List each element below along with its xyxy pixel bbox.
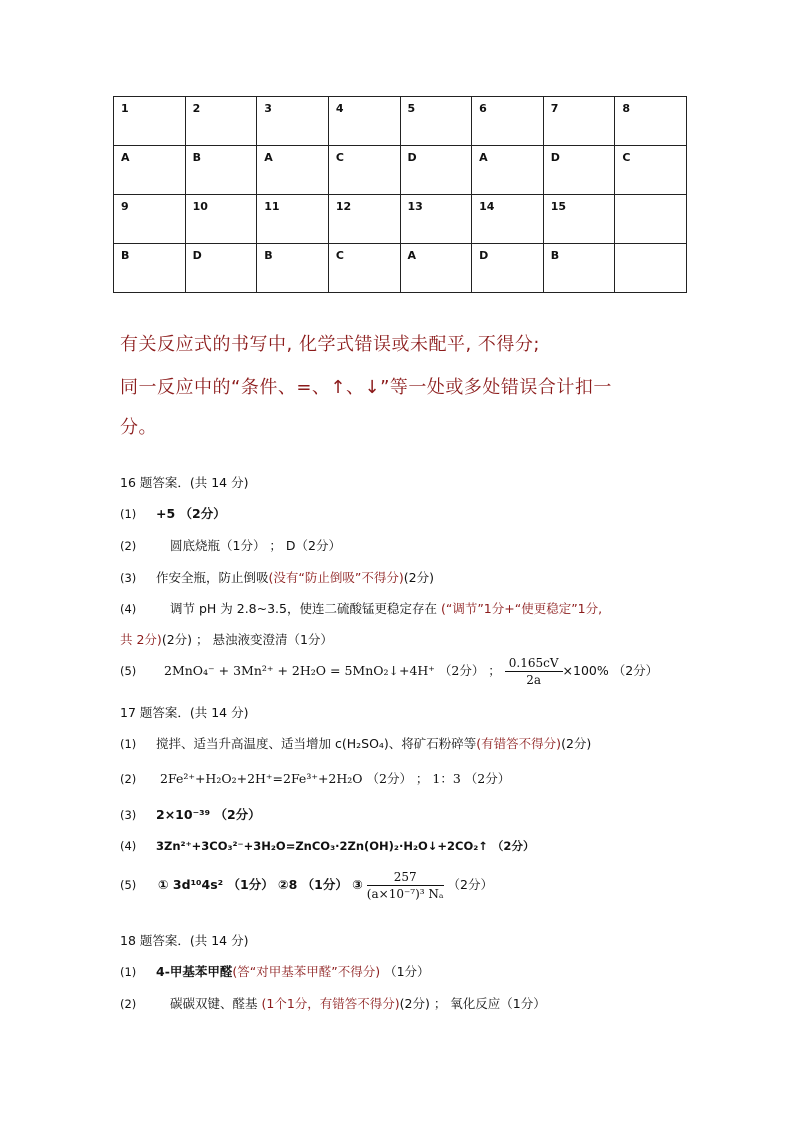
answer-number: (1) <box>120 507 137 521</box>
table-cell: B <box>114 244 186 293</box>
table-cell: C <box>328 146 400 195</box>
table-cell: 9 <box>114 195 186 244</box>
grading-remark: (答“对甲基苯甲醛”不得分) <box>232 964 381 979</box>
grading-note-line-2: 同一反应中的“条件、=、↑、↓”等一处或多处错误合计扣一 <box>120 377 612 398</box>
table-cell: 8 <box>615 97 687 146</box>
table-row <box>114 195 687 244</box>
q17-answer-4 <box>120 838 534 854</box>
answer-number: (5) <box>120 878 137 892</box>
table-row <box>114 97 687 146</box>
answer-number: (1) <box>120 737 137 751</box>
table-cell: 1 <box>114 97 186 146</box>
table-cell: A <box>257 146 329 195</box>
answer-text: 2×10⁻³⁹ （2分） <box>156 807 261 822</box>
answer-number: (3) <box>120 571 137 585</box>
table-cell: A <box>472 146 544 195</box>
table-cell: A <box>400 244 472 293</box>
q16-answer-3 <box>120 568 434 586</box>
fraction-numerator: 0.165cV <box>505 656 563 672</box>
fraction <box>505 656 563 687</box>
table-cell: D <box>400 146 472 195</box>
answer-table <box>113 96 687 293</box>
fraction <box>367 870 444 901</box>
fraction-numerator: 257 <box>367 870 444 886</box>
answer-number: (2) <box>120 997 137 1011</box>
table-cell: 5 <box>400 97 472 146</box>
q17-title: 17 题答案．(共 14 分) <box>120 705 249 720</box>
q16-answer-1 <box>120 504 226 522</box>
answer-number: (4) <box>120 839 137 853</box>
q16-answer-4 <box>120 599 602 617</box>
answer-text: 4-甲基苯甲醛 <box>156 964 233 979</box>
table-cell <box>615 244 687 293</box>
answer-text: ×100% （2分） <box>562 663 659 678</box>
q17-answer-1 <box>120 734 591 752</box>
grading-note-line-1: 有关反应式的书写中, 化学式错误或未配平, 不得分; <box>120 334 540 355</box>
q18-title: 18 题答案．(共 14 分) <box>120 933 249 948</box>
answer-number: (4) <box>120 602 137 616</box>
fraction-denominator: 2a <box>526 673 542 687</box>
table-cell: 4 <box>328 97 400 146</box>
table-cell: 7 <box>543 97 615 146</box>
table-cell: D <box>472 244 544 293</box>
q16-answer-5 <box>120 656 658 687</box>
q16-answer-2 <box>120 536 341 554</box>
table-cell: B <box>185 146 257 195</box>
grading-note-line-3: 分。 <box>120 417 157 438</box>
table-cell: 6 <box>472 97 544 146</box>
table-cell: 3 <box>257 97 329 146</box>
q17-answer-3 <box>120 805 261 823</box>
answer-text: 作安全瓶，防止倒吸 <box>156 570 269 585</box>
q18-answer-1 <box>120 962 430 980</box>
answer-number: (3) <box>120 808 137 822</box>
grading-remark: 共 2分) <box>120 632 162 647</box>
answer-text: 调节 pH 为 2.8~3.5，使连二硫酸锰更稳定存在 <box>170 601 441 616</box>
q16-title: 16 题答案．(共 14 分) <box>120 475 249 490</box>
answer-text: ① 3d¹⁰4s² （1分） ②8 （1分） ③ <box>158 877 363 892</box>
q17-answer-5 <box>120 870 493 901</box>
answer-text: 圆底烧瓶（1分） ； D（2分） <box>170 538 341 553</box>
answer-text: (2分) ； 氧化反应（1分） <box>399 996 546 1011</box>
answer-number: (5) <box>120 664 137 678</box>
chemical-equation: 2MnO₄⁻ + 3Mn²⁺ + 2H₂O = 5MnO₂↓+4H⁺ （2分） ； <box>164 663 501 678</box>
table-cell: D <box>185 244 257 293</box>
table-row <box>114 146 687 195</box>
answer-text: +5 （2分） <box>156 506 226 521</box>
answer-number: (1) <box>120 965 137 979</box>
table-cell: 14 <box>472 195 544 244</box>
answer-number: (2) <box>120 772 137 786</box>
q16-answer-4-cont <box>120 630 333 648</box>
q18-answer-2 <box>120 994 546 1012</box>
table-cell: 12 <box>328 195 400 244</box>
answer-text: 搅拌、适当升高温度、适当增加 c(H₂SO₄)、将矿石粉碎等 <box>156 736 477 751</box>
score: （1分） <box>380 964 430 979</box>
chemical-equation: 2Fe²⁺+H₂O₂+2H⁺=2Fe³⁺+2H₂O （2分） ； 1：3 （2分） <box>160 771 511 786</box>
q17-answer-2 <box>120 769 510 787</box>
table-cell: 11 <box>257 195 329 244</box>
table-cell: 15 <box>543 195 615 244</box>
table-cell: 2 <box>185 97 257 146</box>
table-row <box>114 244 687 293</box>
score: (2分) <box>561 736 592 751</box>
grading-remark: (1个1分，有错答不得分) <box>261 996 400 1011</box>
answer-text: 碳碳双键、醛基 <box>170 996 262 1011</box>
chemical-equation: 3Zn²⁺+3CO₃²⁻+3H₂O=ZnCO₃·2Zn(OH)₂·H₂O↓+2CO₂↑ （2分） <box>156 839 535 853</box>
table-cell: 13 <box>400 195 472 244</box>
table-cell: A <box>114 146 186 195</box>
answer-number: (2) <box>120 539 137 553</box>
score: (2分) <box>403 570 434 585</box>
table-cell: D <box>543 146 615 195</box>
table-cell: B <box>543 244 615 293</box>
table-cell: 10 <box>185 195 257 244</box>
table-cell: C <box>328 244 400 293</box>
table-cell: C <box>615 146 687 195</box>
answer-text: (2分) ； 悬浊液变澄清（1分） <box>161 632 333 647</box>
grading-remark: (有错答不得分) <box>476 736 562 751</box>
table-cell <box>615 195 687 244</box>
grading-remark: (没有“防止倒吸”不得分) <box>268 570 404 585</box>
table-cell: B <box>257 244 329 293</box>
score: （2分） <box>443 877 493 892</box>
grading-remark: (“调节”1分+“使更稳定”1分, <box>440 601 603 616</box>
fraction-denominator: (a×10⁻⁷)³ Nₐ <box>366 887 444 901</box>
